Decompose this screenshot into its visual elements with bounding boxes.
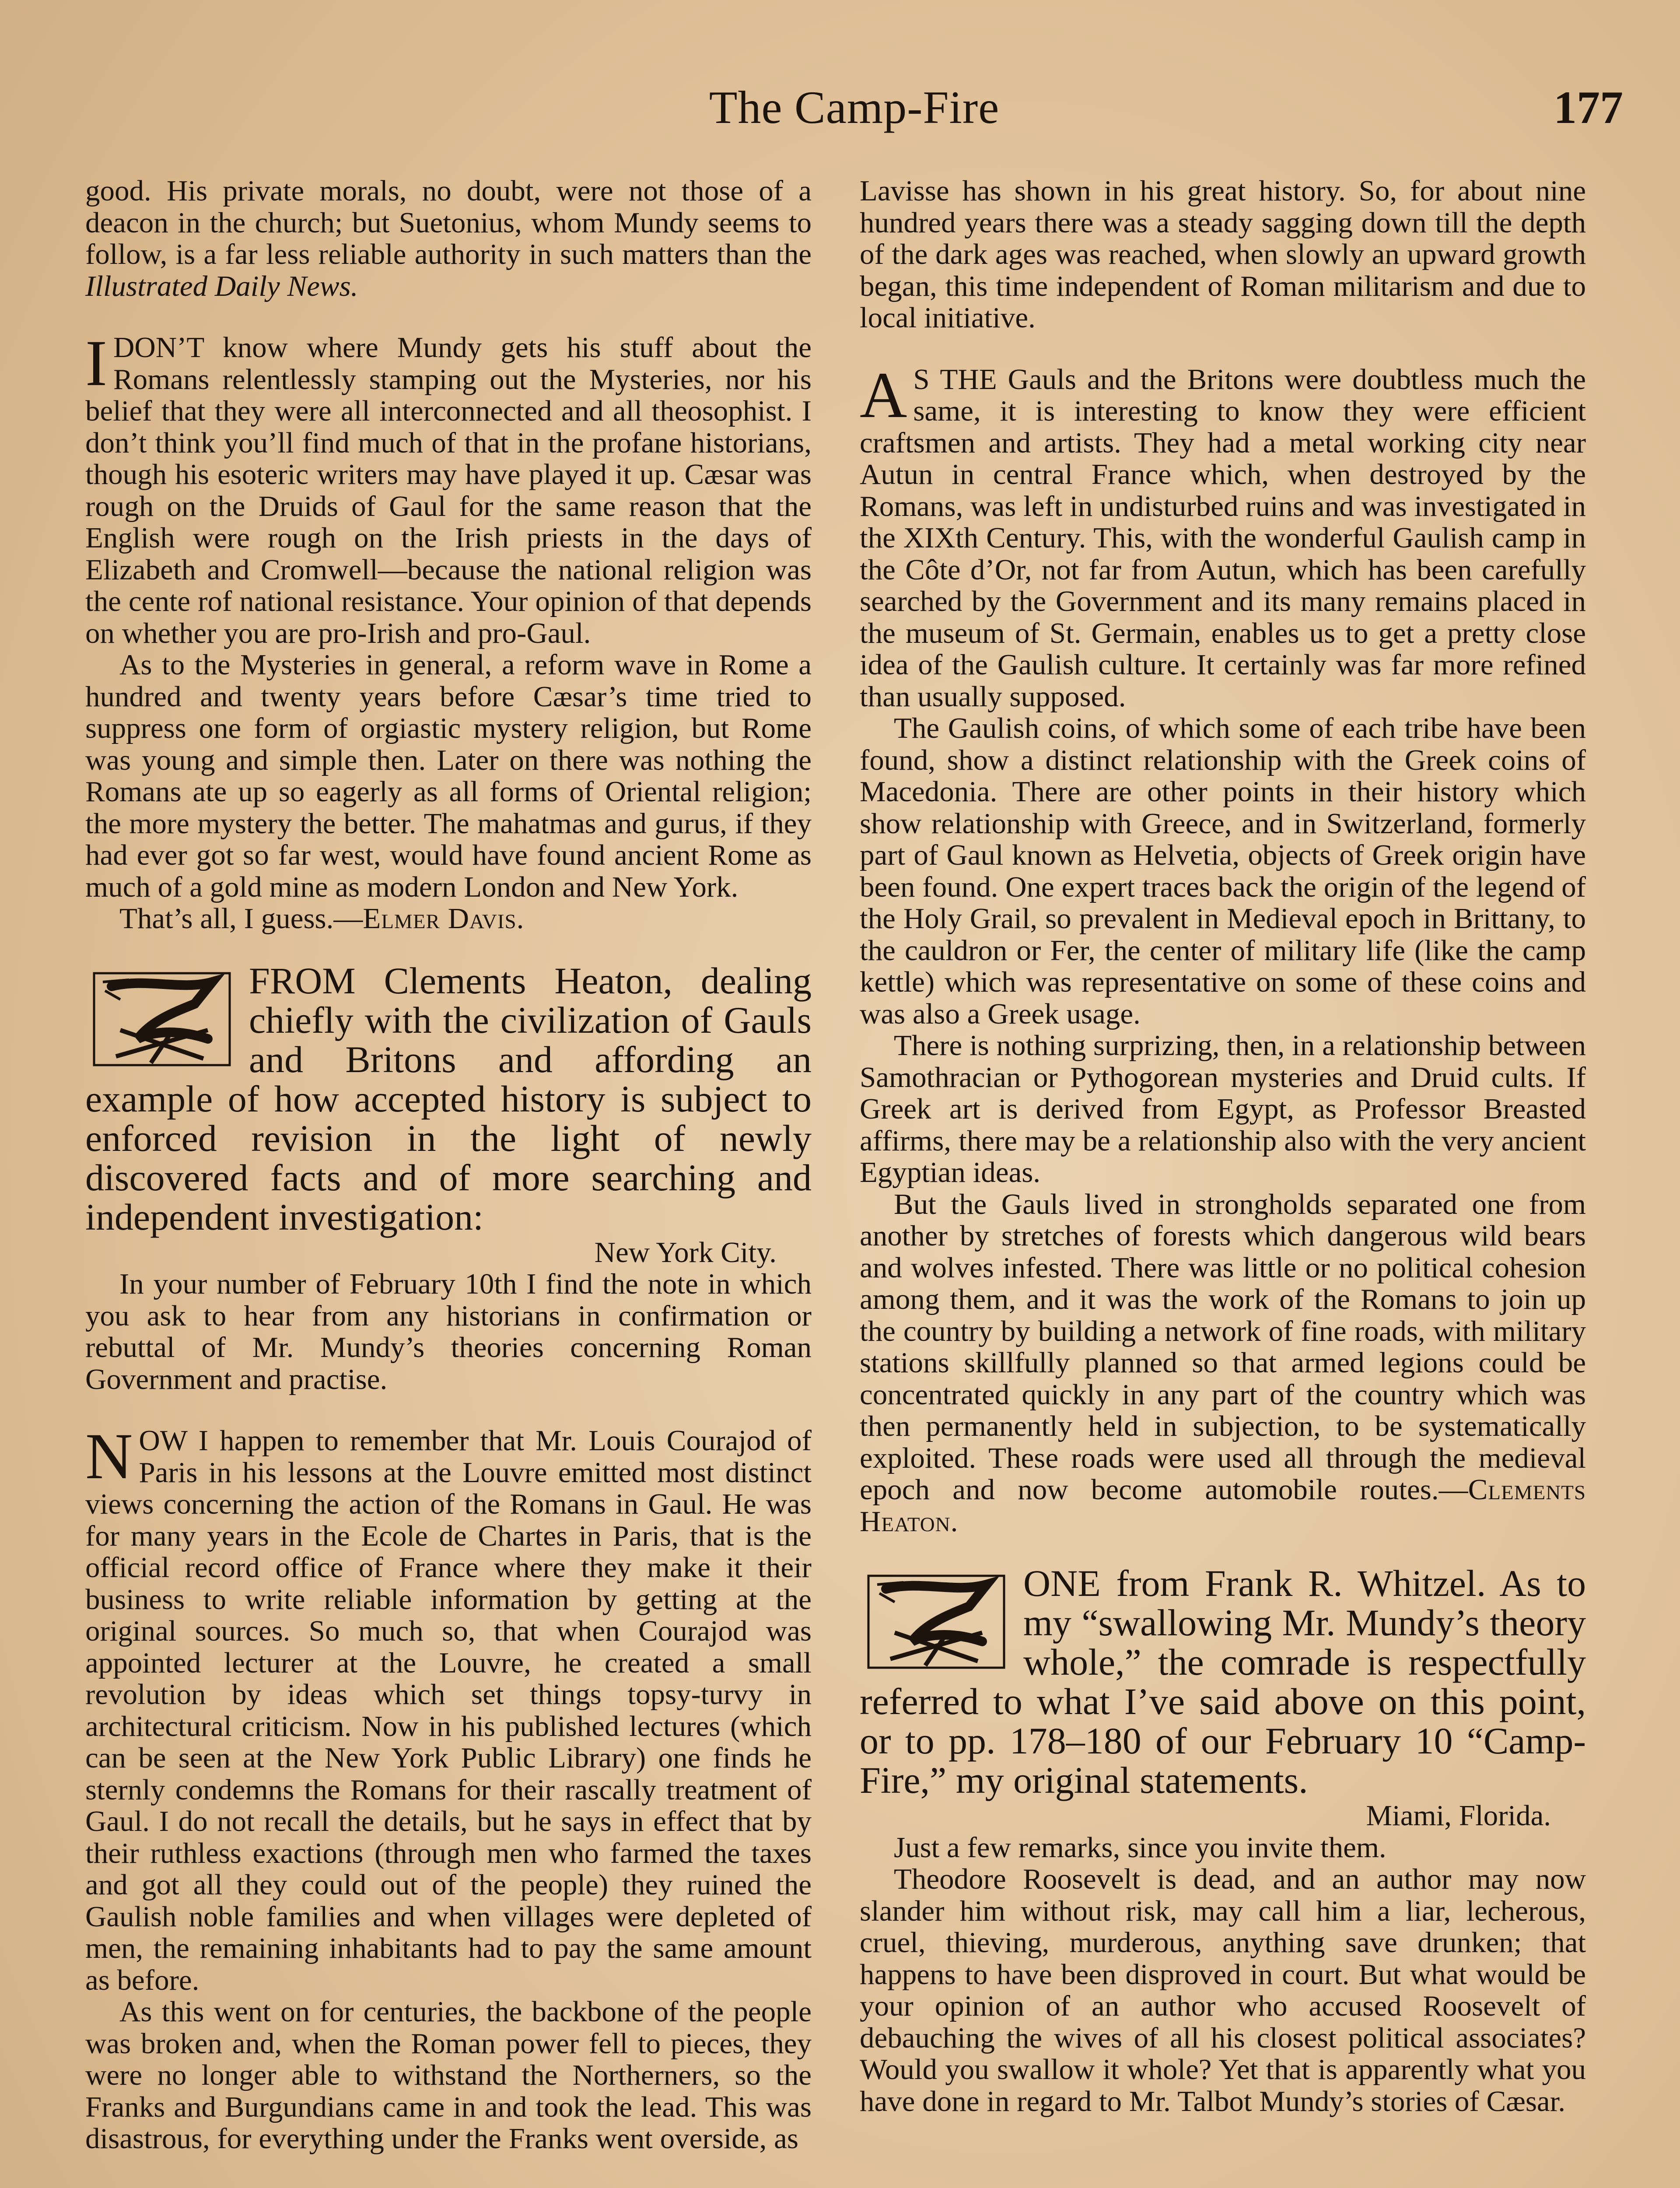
drop-cap: A bbox=[860, 358, 907, 431]
paragraph bbox=[85, 1420, 812, 1996]
newspaper-title: Illustrated Daily News. bbox=[85, 270, 358, 302]
paragraph: Theodore Roosevelt is dead, and an author may now slander him without risk, may call him a liar, lecherous, cruel, thieving, murderous, anything save drunken; that happens to have been disproved in court. But what would be your opinion of an author who accused Roosevelt of debauching the wives of all his closest political associates? Would you swallow it whole? Yet that is apparently what you have done in regard to Mr. Talbot Mundy’s stories of Cæsar. bbox=[860, 1863, 1586, 2118]
paragraph: In your number of February 10th I find the note in which you ask to hear from any historians in confirmation or rebuttal of Mr. Mundy’s theories concerning Roman Government and practise. bbox=[85, 1268, 812, 1396]
paragraph-text: good. His private morals, no doubt, were not those of a deacon in the church; but Suetonius, whom Mundy seems to follow, is a far less reliable authority in such matters than the bbox=[85, 175, 812, 270]
left-column bbox=[85, 175, 812, 2155]
signoff bbox=[85, 903, 812, 935]
paragraph-text: But the Gauls lived in strongholds separated one from another by stretches of forests which dangerous wild bears and wolves infested. There was little or no political cohesion among them, and it was the work of the Romans to join up the country by building a network of fine roads, with military stations skillfully planned so that armed legions could be concentrated quickly in any part of the country which was then permanently held in subjection, to be systematically exploited. These roads were used all through the medieval epoch and now become automobile routes.— bbox=[860, 1188, 1586, 1506]
intro-text: ONE from Frank R. Whitzel. As to my “swallowing Mr. Mundy’s theory whole,” the comrade is respectfully referred to what I’ve said above on this point, or to pp. 178–180 of our February 10 “Camp-Fire,” my original statements. bbox=[860, 1562, 1586, 1801]
paragraph-text: S THE Gauls and the Britons were doubtless much the same, it is interesting to know they were efficient craftsmen and artists. They had a metal working city near Autun in central France which, when destroyed by the Romans, was left in undisturbed ruins and was investigated in the XIXth Century. This, with the wonderful Gaulish camp in the Côte d’Or, not far from Autun, which has been carefully searched by the Government and its many remains placed in the museum of St. Germain, enables us to get a pretty close idea of the Gaulish culture. It certainly was far more refined than usually supposed. bbox=[860, 363, 1586, 713]
paragraph: The Gaulish coins, of which some of each tribe have been found, show a distinct relationship with the Greek coins of Macedonia. There are other points in their history which show relationship with Greece, and in Switzerland, formerly part of Gaul known as Helvetia, objects of Greek origin have been found. One expert traces back the origin of the legend of the Holy Grail, so prevalent in Medieval epoch in Brittany, to the cauldron or Fer, the center of military life (like the camp kettle) which was representative on some of these coins and was also a Greek usage. bbox=[860, 712, 1586, 1030]
signoff-text: That’s all, I guess.— bbox=[119, 902, 363, 935]
campfire-ornament-icon bbox=[85, 964, 238, 1074]
paragraph-text: OW I happen to remember that Mr. Louis Courajod of Paris in his lessons at the Louvre emitted most distinct views concerning the action of the Romans in Gaul. He was for many years in the Ecole de Chartes in Paris, that is the official record office of France where they make it their business to write reliable information by getting at the original sources. So much so, that when Courajod was appointed lecturer at the Louvre, he created a small revolution by ideas which set things topsy-turvy in architectural criticism. Now in his published lectures (which can be seen at the New York Public Library) one finds he sternly condemns the Romans for their rascally treatment of Gaul. I do not recall the details, but he says in effect that by their ruthless exactions (through men who farmed the taxes and got all they could out of the people) they ruined the Gaulish noble families and when villages were depleted of men, the remaining inhabitants had to pay the same amount as before. bbox=[85, 1424, 812, 1996]
paragraph bbox=[860, 358, 1586, 713]
section-intro bbox=[85, 961, 812, 1237]
paragraph-text: DON’T know where Mundy gets his stuff about the Romans relentlessly stamping out the Mysteries, nor his belief that they were all interconnected and all theosophist. I don’t think you’ll find much of that in the profane historians, though his esoteric writers may have played it up. Cæsar was rough on the Druids of Gaul for the same reason that the English were rough on the Irish priests in the days of Elizabeth and Cromwell—because the national religion was the cente rof national resistance. Your opinion of that depends on whether you are pro-Irish and pro-Gaul. bbox=[85, 331, 812, 649]
drop-cap: N bbox=[85, 1420, 133, 1493]
paragraph bbox=[860, 1189, 1586, 1538]
paragraph: Lavisse has shown in his great history. So, for about nine hundred years there was a steady sagging down till the depth of the dark ages was reached, when slowly an upward growth began, this time independent of Roman militarism and due to local initiative. bbox=[860, 175, 1586, 334]
right-column bbox=[860, 175, 1586, 2117]
campfire-ornament-icon bbox=[860, 1567, 1013, 1676]
paragraph bbox=[85, 175, 812, 302]
drop-cap: I bbox=[85, 327, 107, 400]
intro-text: FROM Clements Heaton, dealing chiefly with the civilization of Gauls and Britons and affording an example of how accepted history is subject to enforced revision in the light of newly discovered facts and of more searching and independent investigation: bbox=[85, 959, 812, 1238]
dateline: Miami, Florida. bbox=[1366, 1799, 1551, 1832]
paragraph: As to the Mysteries in general, a reform wave in Rome a hundred and twenty years before Cæsar’s time tried to suppress one form of orgiastic mystery religion, but Rome was young and simple then. Later on there was nothing the Romans ate up so eagerly as all forms of Oriental religion; the more mystery the better. The mahatmas and gurus, if they had ever got so far west, would have found ancient Rome as much of a gold mine as modern London and New York. bbox=[85, 649, 812, 903]
paragraph: As this went on for centuries, the backbone of the people was broken and, when the Roman power fell to pieces, they were no longer able to withstand the Northerners, so the Franks and Burgundians came in and took the lead. This was disastrous, for everything under the Franks went overside, as bbox=[85, 1995, 812, 2155]
page-title: The Camp-Fire bbox=[709, 82, 1000, 133]
paragraph: There is nothing surprizing, then, in a relationship between Samothracian or Pythogorean mysteries and Druid cults. If Greek art is derived from Egypt, as Professor Breasted affirms, there may be a relationship also with the very ancient Egyptian ideas. bbox=[860, 1029, 1586, 1189]
paragraph: Just a few remarks, since you invite them. bbox=[894, 1831, 1386, 1864]
section-intro bbox=[860, 1564, 1586, 1800]
running-head bbox=[85, 77, 1623, 142]
dateline: New York City. bbox=[594, 1236, 777, 1269]
paragraph bbox=[85, 327, 812, 649]
signature: Clements Heaton. bbox=[860, 1473, 1586, 1538]
signature: Elmer Davis. bbox=[363, 902, 525, 935]
page-number: 177 bbox=[1554, 82, 1623, 133]
